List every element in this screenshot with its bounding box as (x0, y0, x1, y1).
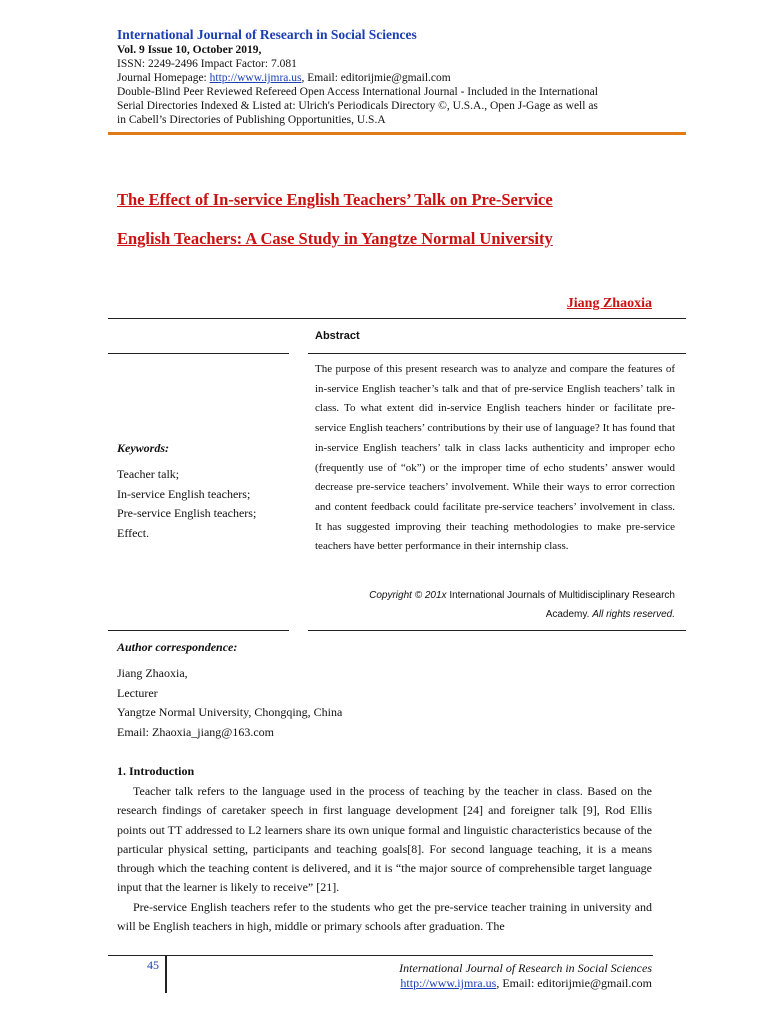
correspondence-line: Jiang Zhaoxia, (117, 666, 188, 680)
copyright-notice (315, 586, 675, 624)
keyword-item: Effect. (117, 525, 150, 540)
volume-issue: Vol. 9 Issue 10, October 2019, (117, 44, 262, 56)
journal-description-line3: in Cabell’s Directories of Publishing Opportunities, U.S.A (117, 114, 386, 126)
correspondence-details (117, 664, 342, 742)
correspondence-heading: Author correspondence: (117, 640, 238, 654)
homepage-label: Journal Homepage: (117, 72, 210, 84)
abstract-heading: Abstract (315, 330, 360, 342)
footer-email: , Email: editorijmie@gmail.com (496, 976, 652, 990)
header-divider (108, 132, 686, 135)
copyright-publisher: International Journals of Multidisciplinary Research (446, 590, 675, 601)
journal-description-line1: Double-Blind Peer Reviewed Refereed Open Access International Journal - Included in the International (117, 86, 598, 98)
keyword-item: In-service English teachers; (117, 486, 251, 501)
homepage-line (117, 71, 451, 86)
correspondence-email: Email: Zhaoxia_jiang@163.com (117, 724, 275, 739)
correspondence-line: Yangtze Normal University, Chongqing, China (117, 705, 343, 720)
keyword-item: Teacher talk; (117, 467, 180, 481)
correspondence-line: Lecturer (117, 685, 158, 700)
author-name: Jiang Zhaoxia (566, 296, 652, 311)
footer-link[interactable]: http://www.ijmra.us (400, 976, 497, 990)
copyright-prefix: Copyright © 201x (369, 590, 447, 601)
left-column-rule (108, 353, 289, 354)
keywords-heading: Keywords: (117, 441, 169, 455)
journal-description-line2: Serial Directories Indexed & Listed at: Ulrich's Periodicals Directory ©, U.S.A., Open J-Gage as well as (117, 100, 598, 112)
keywords-list (117, 465, 256, 543)
paper-title-line1: The Effect of In-service English Teachers’ Talk on Pre-Service (117, 190, 553, 209)
copyright-academy: Academy. (545, 609, 593, 620)
abstract-top-rule (108, 318, 686, 319)
introduction-paragraph: Pre-service English teachers refer to the students who get the pre-service teacher training in university and will be English teachers in high, middle or primary schools after graduation. The (117, 899, 652, 934)
keyword-item: Pre-service English teachers; (117, 506, 257, 520)
issn-line: ISSN: 2249-2496 Impact Factor: 7.081 (117, 58, 297, 70)
footer-separator (165, 955, 167, 993)
page-number: 45 (147, 958, 159, 972)
abstract-bottom-rule (308, 630, 686, 631)
introduction-body (117, 782, 652, 936)
paper-title-line2: English Teachers: A Case Study in Yangtze Normal University (117, 229, 553, 248)
introduction-paragraph: Teacher talk refers to the language used in the process of teaching by the teacher in class. Based on the research findings of caretaker speech in first language development [24] and foreigner talk [9], Rod Ellis points out TT addressed to L2 learners share its own unique formal and linguistic characteristics because of the particular physical setting, participants and teaching goals[8]. For second language teaching, it is a means through which the teaching content is delivered, and it is “the major source of comprehensible target language input that the learner is likely to receive” [21]. (117, 784, 652, 895)
footer-journal-name: International Journal of Research in Social Sciences (399, 961, 652, 975)
homepage-link[interactable]: http://www.ijmra.us (209, 72, 302, 84)
journal-name: International Journal of Research in Social Sciences (117, 27, 417, 42)
abstract-text: The purpose of this present research was to analyze and compare the features of in-service English teacher’s talk and that of pre-service English teachers’ talk in class. To what extent did in-service English teachers hinder or facilitate pre-service English teachers’ contributions by their use of language? It has found that in-service English teachers’ talk in class lacks authenticity and improper echo (frequently use of “ok”) or the improper time of echo students’ answer would decrease pre-service teachers’ involvement. While their ways to error correction and content feedback could facilitate pre-service teachers’ involvement in class. It has suggested improving their teaching methodologies to make pre-service teachers have better performance in their internship class. (315, 363, 675, 553)
footer-rule (108, 955, 653, 956)
header-email: , Email: editorijmie@gmail.com (301, 72, 451, 84)
keywords-bottom-rule (108, 630, 289, 631)
footer-contact (400, 976, 652, 990)
abstract-heading-rule (308, 353, 686, 354)
copyright-rights: All rights reserved. (592, 609, 675, 620)
introduction-heading: 1. Introduction (117, 764, 195, 778)
